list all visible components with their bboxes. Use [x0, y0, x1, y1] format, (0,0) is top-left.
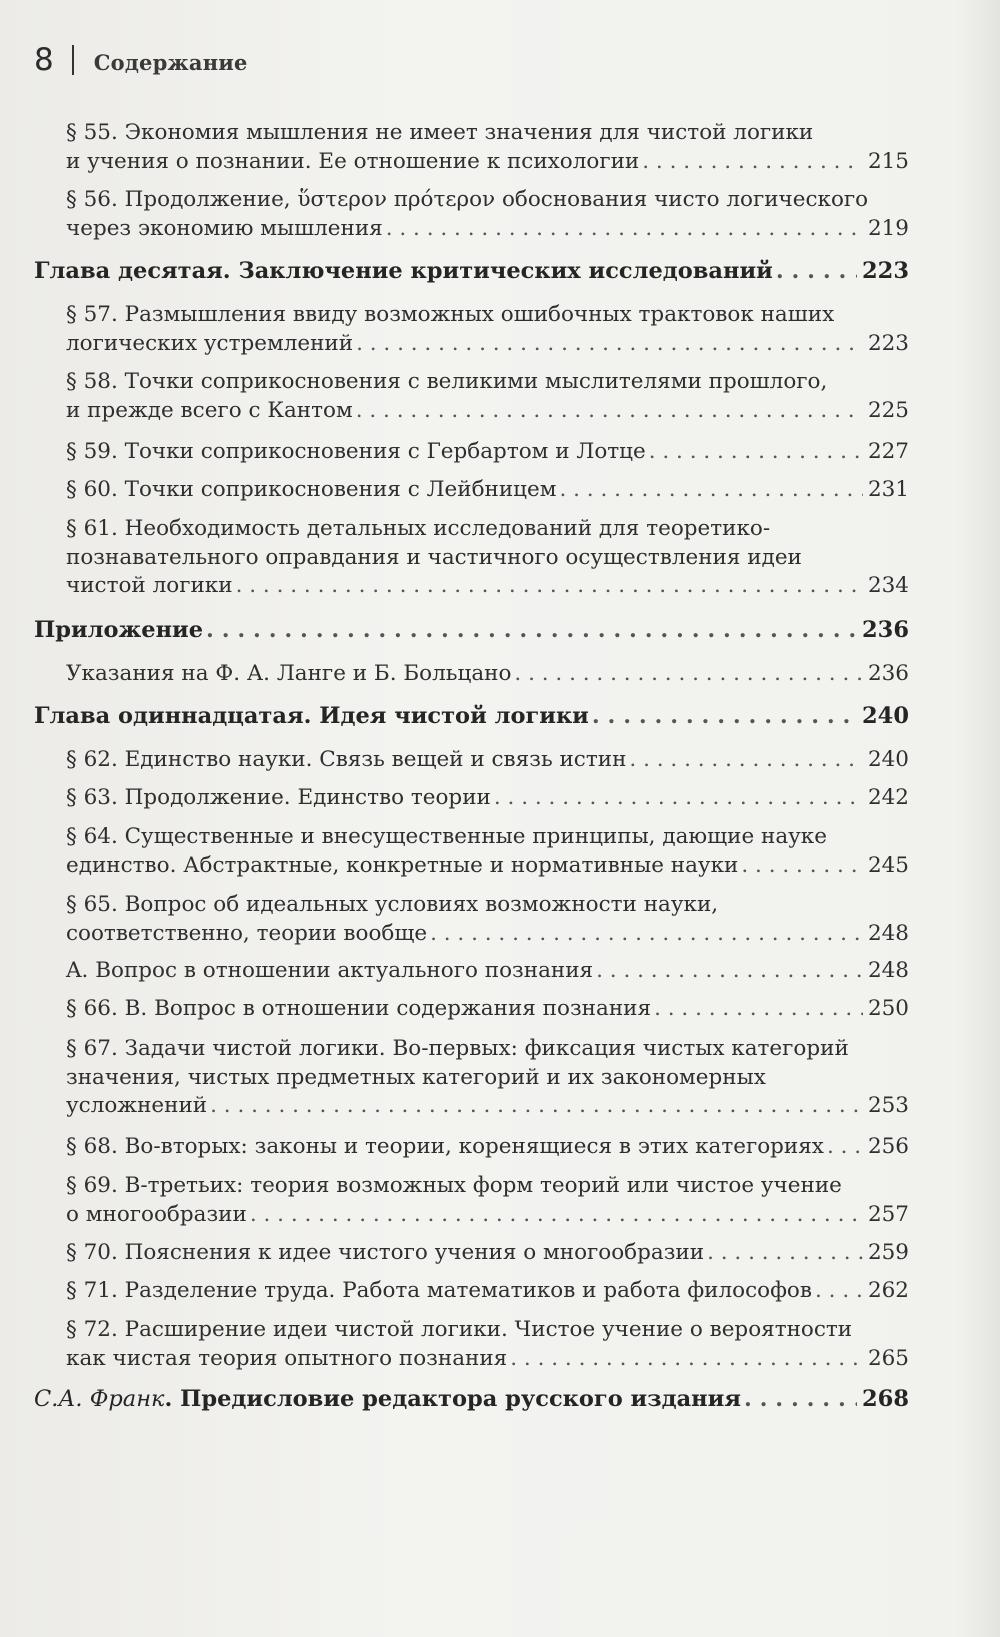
toc-chapter-entry[interactable]	[34, 616, 909, 645]
leader-dots	[815, 1277, 863, 1306]
toc-entry-line: § 55. Экономия мышления не имеет значения для чистой логики	[66, 120, 814, 145]
toc-entry-title: усложнений	[66, 1093, 208, 1118]
toc-entry-title: о многообразии	[66, 1201, 247, 1227]
toc-entry-title: через экономию мышления	[66, 215, 383, 241]
leader-dots	[356, 397, 863, 426]
toc-entry-line: § 64. Существенные и внесущественные принципы, дающие науке	[66, 824, 827, 849]
toc-entry[interactable]	[66, 746, 909, 775]
toc-page-number: 248	[867, 958, 909, 983]
toc-page-number: 265	[867, 1345, 909, 1371]
leader-dots	[592, 702, 857, 731]
toc-entry-title: Указания на Ф. А. Ланге и Б. Больцано	[66, 661, 512, 686]
toc-page-number: 268	[862, 1386, 909, 1412]
toc-entry[interactable]	[66, 823, 909, 880]
toc-entry-title: Приложение	[34, 617, 204, 643]
toc-entry-line: § 72. Расширение идеи чистой логики. Чистое учение о вероятности	[66, 1317, 853, 1342]
leader-dots	[744, 1385, 857, 1414]
page-number: 8	[34, 42, 54, 78]
toc-page-number: 227	[867, 439, 909, 464]
toc-entry-line: § 69. В-третьих: теория возможных форм теорий или чистое учение	[66, 1173, 842, 1198]
leader-dots	[494, 784, 863, 813]
toc-entry-line: § 57. Размышления ввиду возможных ошибочных трактовок наших	[66, 302, 835, 327]
toc-entry-title: . Предисловие редактора русского издания	[164, 1386, 741, 1412]
toc-page-number: 242	[867, 785, 909, 810]
toc-entry[interactable]	[66, 119, 909, 176]
toc-entry[interactable]	[66, 186, 909, 243]
page-edge-shadow	[955, 0, 1000, 1637]
toc-page-number: 262	[867, 1278, 909, 1303]
toc-page-number: 250	[867, 996, 909, 1021]
toc-entry[interactable]	[66, 1133, 909, 1162]
toc-entry-title: § 70. Пояснения к идее чистого учения о многообразии	[66, 1240, 705, 1265]
leader-dots	[654, 995, 863, 1024]
toc-page-number: 234	[867, 573, 909, 598]
toc-entry-line: § 56. Продолжение, ὕστερον πρότερον обоснования чисто логического	[66, 187, 869, 212]
toc-chapter-entry[interactable]	[34, 257, 909, 286]
toc-entry[interactable]	[66, 476, 909, 505]
leader-dots	[356, 330, 863, 359]
toc-entry[interactable]	[66, 368, 909, 425]
toc-entry-line: § 58. Точки соприкосновения с великими мыслителями прошлого,	[66, 369, 828, 394]
toc-entry[interactable]	[66, 1035, 909, 1121]
toc-entry-title: как чистая теория опытного познания	[66, 1345, 508, 1371]
leader-dots	[386, 215, 863, 244]
toc-entry-title: единство. Абстрактные, конкретные и нормативные науки	[66, 852, 739, 878]
leader-dots	[776, 257, 857, 286]
toc-entry[interactable]	[66, 1316, 909, 1373]
leader-dots	[827, 1133, 863, 1162]
toc-entry-title: A. Вопрос в отношении актуального познания	[66, 958, 594, 983]
leader-dots	[514, 660, 863, 689]
leader-dots	[629, 746, 863, 775]
toc-page-number: 219	[867, 215, 909, 241]
toc-entry-title: § 59. Точки соприкосновения с Гербартом и Лотце	[66, 439, 646, 464]
leader-dots	[741, 852, 863, 881]
toc-entry-title: § 68. Во-вторых: законы и теории, коренящиеся в этих категориях	[66, 1134, 824, 1159]
toc-entry-title: § 66. B. Вопрос в отношении содержания познания	[66, 996, 652, 1021]
toc-entry[interactable]	[66, 515, 909, 601]
toc-entry[interactable]	[66, 891, 909, 948]
toc-entry-title: чистой логики	[66, 573, 233, 598]
toc-entry-title: Глава одиннадцатая. Идея чистой логики	[34, 703, 589, 729]
toc-page-number: 256	[867, 1134, 909, 1159]
leader-dots	[250, 1201, 863, 1230]
leader-dots	[707, 1239, 863, 1268]
toc-page-number: 253	[867, 1093, 909, 1118]
toc-entry-title: § 62. Единство науки. Связь вещей и связь истин	[66, 747, 627, 772]
toc-page-number: 236	[867, 661, 909, 686]
toc-page-number: 259	[867, 1240, 909, 1265]
toc-entry-title: соответственно, теории вообще	[66, 920, 428, 946]
running-title: Содержание	[93, 50, 248, 75]
toc-page-number: 231	[867, 477, 909, 502]
toc-entry-line: § 61. Необходимость детальных исследований для теоретико-	[66, 516, 771, 541]
toc-entry[interactable]	[66, 301, 909, 358]
toc-entry[interactable]	[66, 1277, 909, 1306]
toc-entry-title: Глава десятая. Заключение критических исследований	[34, 258, 773, 284]
leader-dots	[596, 957, 863, 986]
leader-dots	[649, 438, 863, 467]
toc-page-number: 248	[867, 920, 909, 946]
toc-entry-author: С.А. Франк	[34, 1386, 165, 1412]
toc-page-number: 236	[862, 617, 909, 643]
toc-page-number: 240	[867, 747, 909, 772]
leader-dots	[236, 572, 863, 601]
toc-entry[interactable]	[66, 784, 909, 813]
toc-chapter-entry[interactable]	[34, 702, 909, 731]
toc-entry[interactable]	[66, 995, 909, 1024]
toc-page-number: 240	[862, 703, 909, 729]
header-divider	[72, 45, 74, 75]
toc-entry[interactable]	[66, 1239, 909, 1268]
toc-entry[interactable]	[66, 438, 909, 467]
toc-entry[interactable]	[66, 957, 909, 986]
toc-entry-title: § 71. Разделение труда. Работа математиков и работа философов	[66, 1278, 812, 1303]
toc-page-number: 225	[867, 397, 909, 423]
toc-entry-title: и учения о познании. Ее отношение к психологии	[66, 148, 640, 174]
toc-entry-line: § 67. Задачи чистой логики. Во-первых: фиксация чистых категорий	[66, 1036, 849, 1061]
toc-page-number: 245	[867, 852, 909, 878]
toc-page-number: 223	[862, 258, 909, 284]
toc-entry[interactable]	[66, 1172, 909, 1229]
toc-entry-line: познавательного оправдания и частичного осуществления идеи	[66, 544, 802, 570]
running-header	[34, 42, 248, 78]
toc-entry-line: § 65. Вопрос об идеальных условиях возможности науки,	[66, 892, 719, 917]
toc-page-number: 223	[867, 330, 909, 356]
toc-entry-title: § 60. Точки соприкосновения с Лейбницем	[66, 477, 557, 502]
leader-dots	[210, 1092, 863, 1121]
toc-page-number: 215	[867, 148, 909, 174]
leader-dots	[510, 1345, 863, 1374]
toc-page-number: 257	[867, 1201, 909, 1227]
toc-entry-title: логических устремлений	[66, 330, 354, 356]
leader-dots	[430, 920, 863, 949]
toc-chapter-entry[interactable]	[34, 1385, 909, 1414]
leader-dots	[642, 148, 863, 177]
toc-entry-title: § 63. Продолжение. Единство теории	[66, 785, 491, 810]
leader-dots	[559, 476, 863, 505]
toc-entry[interactable]	[66, 660, 909, 689]
toc-entry-title: и прежде всего с Кантом	[66, 397, 353, 423]
toc-entry-line: значения, чистых предметных категорий и их закономерных	[66, 1064, 766, 1090]
leader-dots	[206, 616, 857, 645]
